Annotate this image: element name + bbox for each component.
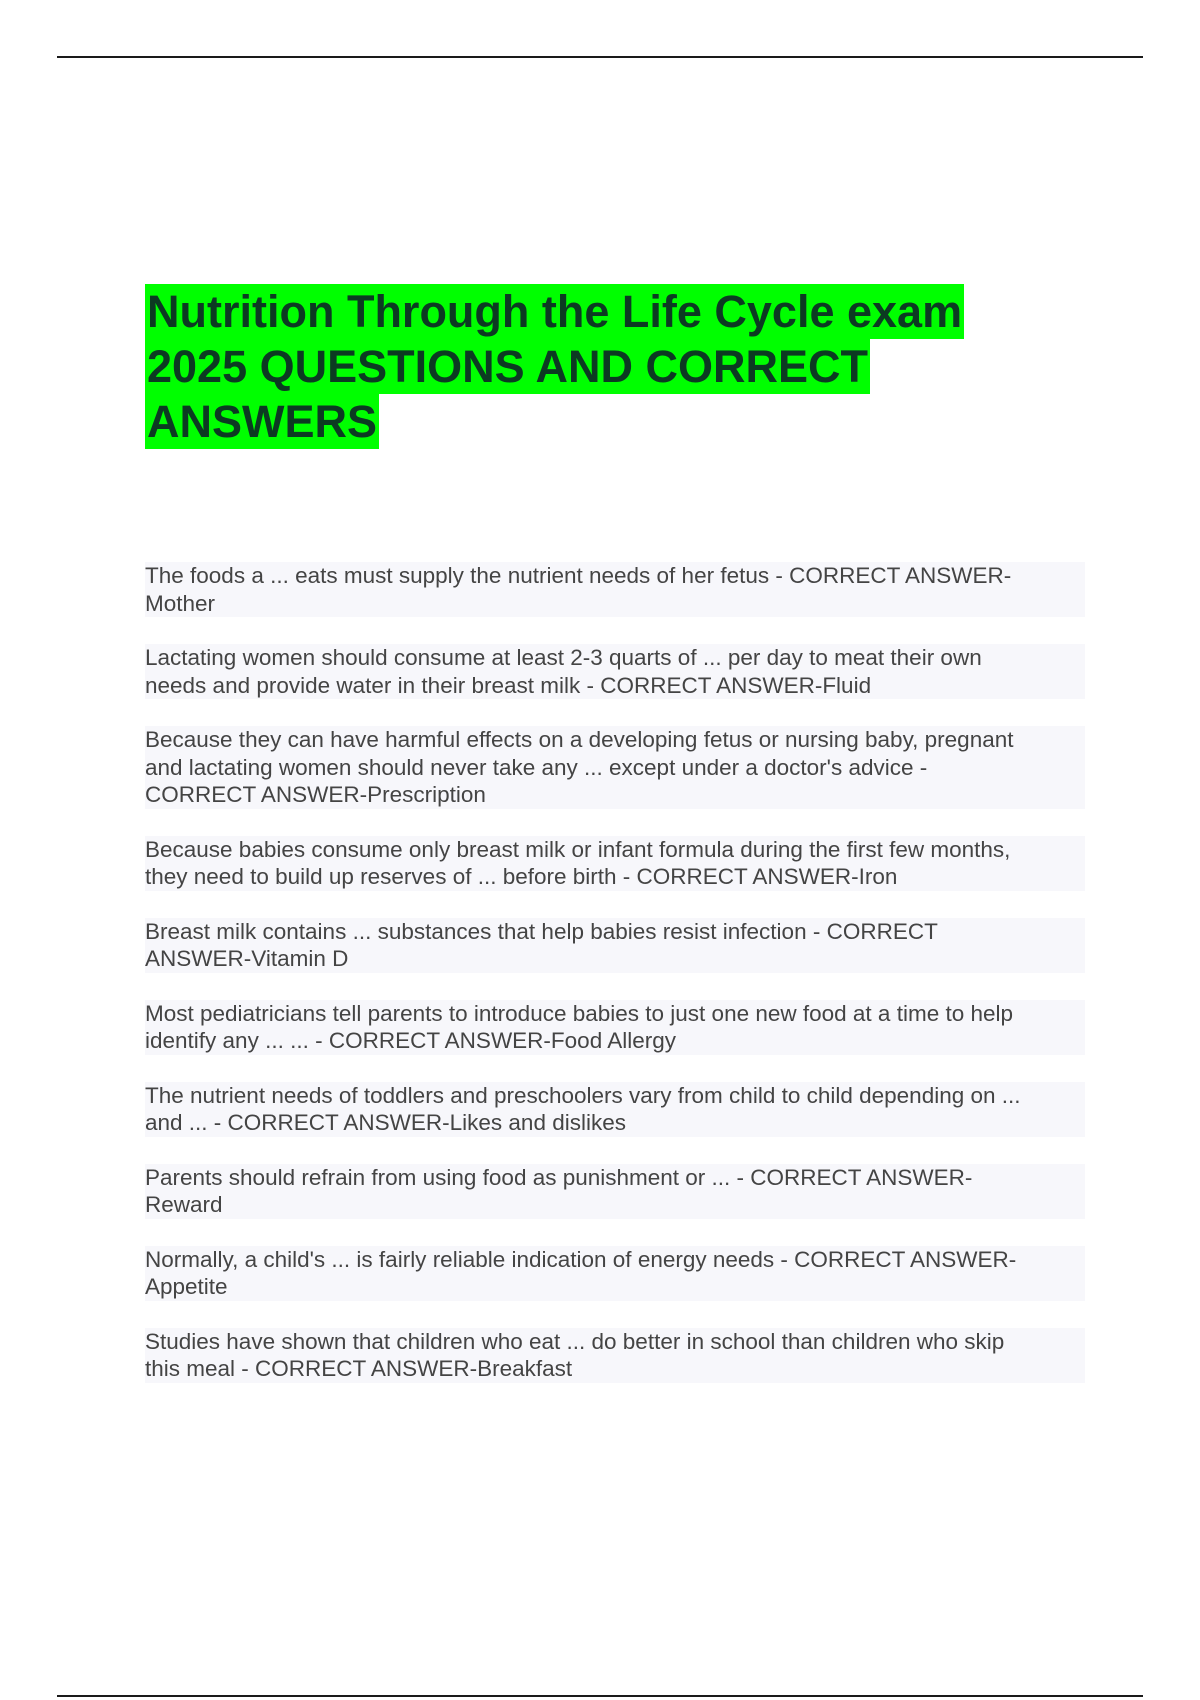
qa-line: Parents should refrain from using food as punishment or ... - CORRECT ANSWER- xyxy=(145,1164,973,1190)
qa-line: and ... - CORRECT ANSWER-Likes and dislikes xyxy=(145,1110,626,1135)
qa-item xyxy=(145,918,1085,973)
qa-item xyxy=(145,726,1085,809)
qa-line: Because babies consume only breast milk or infant formula during the first few months, xyxy=(145,836,1011,862)
qa-line: needs and provide water in their breast milk - CORRECT ANSWER-Fluid xyxy=(145,672,872,698)
title-line: Nutrition Through the Life Cycle exam xyxy=(147,286,963,337)
title-line: ANSWERS xyxy=(147,396,378,447)
title-line: 2025 QUESTIONS AND CORRECT xyxy=(147,341,868,392)
qa-line: Lactating women should consume at least 2-3 quarts of ... per day to meat their own xyxy=(145,645,982,670)
qa-item xyxy=(145,1164,1085,1219)
qa-item xyxy=(145,1000,1085,1055)
bottom-rule xyxy=(57,1695,1143,1697)
qa-line: Studies have shown that children who eat ... do better in school than children who skip xyxy=(145,1328,1005,1354)
qa-line: Normally, a child's ... is fairly reliable indication of energy needs - CORRECT ANSWER- xyxy=(145,1246,1017,1272)
qa-item xyxy=(145,644,1085,699)
qa-line: identify any ... ... - CORRECT ANSWER-Food Allergy xyxy=(145,1028,676,1053)
qa-list xyxy=(145,562,1085,1410)
qa-line: this meal - CORRECT ANSWER-Breakfast xyxy=(145,1356,573,1381)
qa-line: Breast milk contains ... substances that help babies resist infection - CORRECT xyxy=(145,918,938,944)
qa-item xyxy=(145,1328,1085,1383)
qa-line: Reward xyxy=(145,1192,223,1217)
qa-line: and lactating women should never take any ... except under a doctor's advice - xyxy=(145,754,928,780)
qa-line: The foods a ... eats must supply the nutrient needs of her fetus - CORRECT ANSWER- xyxy=(145,563,1012,588)
qa-line: ANSWER-Vitamin D xyxy=(145,946,349,971)
qa-line: The nutrient needs of toddlers and preschoolers vary from child to child depending on ... xyxy=(145,1082,1021,1108)
qa-line: Because they can have harmful effects on a developing fetus or nursing baby, pregnant xyxy=(145,727,1014,752)
qa-line: Appetite xyxy=(145,1274,228,1299)
qa-line: CORRECT ANSWER-Prescription xyxy=(145,782,486,807)
qa-item xyxy=(145,562,1085,617)
qa-line: Mother xyxy=(145,590,216,616)
qa-item xyxy=(145,836,1085,891)
qa-line: they need to build up reserves of ... before birth - CORRECT ANSWER-Iron xyxy=(145,864,898,889)
qa-item xyxy=(145,1082,1085,1137)
document-title xyxy=(145,284,1045,449)
qa-line: Most pediatricians tell parents to introduce babies to just one new food at a time to help xyxy=(145,1000,1014,1026)
qa-item xyxy=(145,1246,1085,1301)
top-rule xyxy=(57,56,1143,58)
